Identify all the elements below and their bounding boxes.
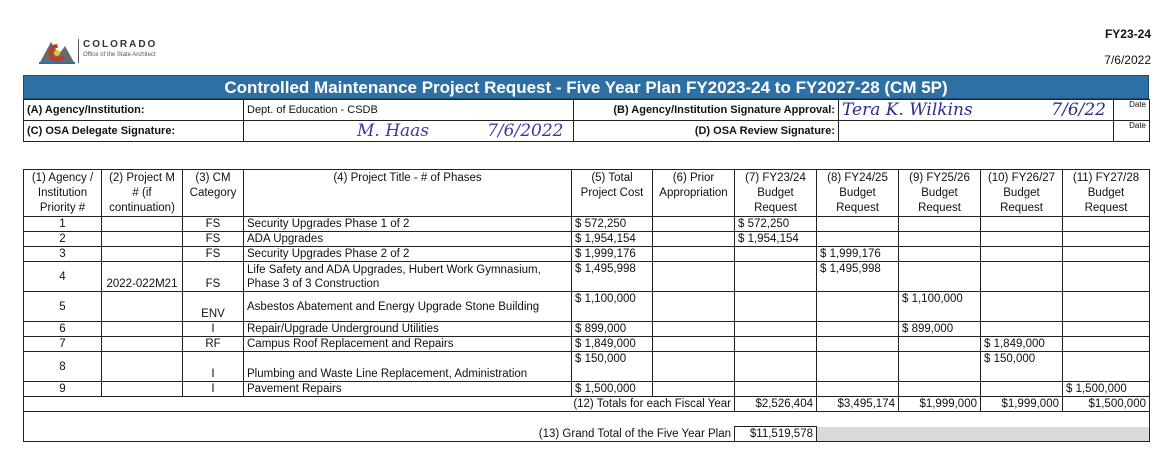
cell-prior-appropriation <box>653 352 735 382</box>
col-header-total: (5) Total Project Cost <box>572 170 653 217</box>
cell-fy2-request <box>817 217 899 232</box>
cell-title: Plumbing and Waste Line Replacement, Administration <box>244 352 572 382</box>
table-row <box>24 262 1150 292</box>
cell-prior-appropriation <box>653 337 735 352</box>
cell-fy2-request <box>817 352 899 382</box>
cell-category: FS <box>183 262 244 292</box>
cell-total-cost: $ 899,000 <box>572 322 653 337</box>
cell-fy3-request <box>899 217 981 232</box>
cell-fy2-request <box>817 382 899 397</box>
cell-fy4-request <box>981 292 1063 322</box>
table-row <box>24 382 1150 397</box>
cell-fy5-request <box>1063 217 1150 232</box>
cell-priority: 7 <box>24 337 102 352</box>
cell-category: FS <box>183 247 244 262</box>
table-row <box>24 352 1150 382</box>
grand-total-row <box>24 427 1150 442</box>
cell-fy1-request <box>735 382 817 397</box>
cell-fy4-request <box>981 322 1063 337</box>
cell-fy5-request <box>1063 232 1150 247</box>
date-caption-d: Date <box>1114 121 1150 142</box>
col-header-fy1: (7) FY23/24 Budget Request <box>735 170 817 217</box>
cell-category: FS <box>183 232 244 247</box>
col-header-fy2: (8) FY24/25 Budget Request <box>817 170 899 217</box>
cell-priority: 3 <box>24 247 102 262</box>
project-table <box>23 169 1150 442</box>
cell-total-cost: $ 1,849,000 <box>572 337 653 352</box>
sig-approval-field[interactable] <box>839 100 1114 121</box>
cell-fy2-request <box>817 232 899 247</box>
cell-fy1-request <box>735 262 817 292</box>
date-caption-b: Date <box>1114 100 1150 121</box>
cell-fy4-request <box>981 262 1063 292</box>
table-row <box>24 322 1150 337</box>
cell-fy4-request: $ 150,000 <box>981 352 1063 382</box>
fiscal-year-code: FY23-24 <box>1104 27 1151 41</box>
col-header-mnum: (2) Project M # (if continuation) <box>102 170 183 217</box>
cell-category: I <box>183 322 244 337</box>
cell-fy2-request <box>817 292 899 322</box>
cell-title: Life Safety and ADA Upgrades, Hubert Work Gymnasium, Phase 3 of 3 Construction <box>244 262 572 292</box>
osa-row <box>24 121 1150 142</box>
cell-title: Campus Roof Replacement and Repairs <box>244 337 572 352</box>
cell-fy3-request <box>899 352 981 382</box>
cell-fy3-request: $ 1,100,000 <box>899 292 981 322</box>
cell-fy1-request <box>735 322 817 337</box>
cell-fy5-request <box>1063 247 1150 262</box>
cell-fy3-request <box>899 247 981 262</box>
agency-label: (A) Agency/Institution: <box>24 100 244 121</box>
table-row <box>24 232 1150 247</box>
cell-fy1-request <box>735 337 817 352</box>
table-header-row <box>24 170 1150 217</box>
cell-priority: 1 <box>24 217 102 232</box>
cell-fy2-request <box>817 322 899 337</box>
total-fy2: $3,495,174 <box>817 397 899 412</box>
cell-total-cost: $ 1,100,000 <box>572 292 653 322</box>
cell-category: I <box>183 352 244 382</box>
colorado-logo-icon <box>37 36 77 66</box>
cell-mnum <box>102 382 183 397</box>
cell-fy3-request: $ 899,000 <box>899 322 981 337</box>
cell-fy5-request: $ 1,500,000 <box>1063 382 1150 397</box>
cell-prior-appropriation <box>653 217 735 232</box>
cell-total-cost: $ 572,250 <box>572 217 653 232</box>
cell-total-cost: $ 1,954,154 <box>572 232 653 247</box>
cell-priority: 9 <box>24 382 102 397</box>
table-row <box>24 247 1150 262</box>
cell-mnum <box>102 217 183 232</box>
cell-title: Pavement Repairs <box>244 382 572 397</box>
colorado-osa-logo <box>37 36 187 68</box>
cell-fy3-request <box>899 382 981 397</box>
logo-org-sub: Office of the State Architect <box>83 52 156 58</box>
table-row <box>24 292 1150 322</box>
total-fy1: $2,526,404 <box>735 397 817 412</box>
cell-priority: 6 <box>24 322 102 337</box>
cell-prior-appropriation <box>653 262 735 292</box>
cell-fy2-request: $ 1,495,998 <box>817 262 899 292</box>
cell-priority: 8 <box>24 352 102 382</box>
col-header-priority: (1) Agency / Institution Priority # <box>24 170 102 217</box>
cell-fy2-request: $ 1,999,176 <box>817 247 899 262</box>
cell-prior-appropriation <box>653 232 735 247</box>
cell-priority: 4 <box>24 262 102 292</box>
cell-prior-appropriation <box>653 382 735 397</box>
cell-category: I <box>183 382 244 397</box>
osa-delegate-date: 7/6/2022 <box>487 121 564 141</box>
cell-title: Asbestos Abatement and Energy Upgrade Stone Building <box>244 292 572 322</box>
cell-title: ADA Upgrades <box>244 232 572 247</box>
cell-fy2-request <box>817 337 899 352</box>
cell-fy4-request <box>981 247 1063 262</box>
logo-org-name: COLORADO <box>83 39 158 50</box>
cell-title: Security Upgrades Phase 2 of 2 <box>244 247 572 262</box>
cell-mnum <box>102 232 183 247</box>
cell-prior-appropriation <box>653 247 735 262</box>
cell-mnum <box>102 352 183 382</box>
cell-title: Security Upgrades Phase 1 of 2 <box>244 217 572 232</box>
totals-row <box>24 397 1150 412</box>
cell-total-cost: $ 150,000 <box>572 352 653 382</box>
cell-mnum <box>102 247 183 262</box>
cell-priority: 2 <box>24 232 102 247</box>
page-title: Controlled Maintenance Project Request - Five Year Plan FY2023-24 to FY2027-28 (CM 5P) <box>23 75 1149 99</box>
cell-fy1-request: $ 1,954,154 <box>735 232 817 247</box>
col-header-category: (3) CM Category <box>183 170 244 217</box>
osa-review-field[interactable] <box>839 121 1114 142</box>
cell-category: RF <box>183 337 244 352</box>
spacer-cell <box>24 412 1150 427</box>
col-header-fy3: (9) FY25/26 Budget Request <box>899 170 981 217</box>
document-date: 7/6/2022 <box>1104 53 1151 67</box>
cell-prior-appropriation <box>653 322 735 337</box>
total-fy3: $1,999,000 <box>899 397 981 412</box>
sig-approval-signature: Tera K. Wilkins <box>842 100 973 120</box>
cell-fy1-request <box>735 352 817 382</box>
col-header-fy5: (11) FY27/28 Budget Request <box>1063 170 1150 217</box>
cell-mnum <box>102 337 183 352</box>
osa-delegate-label: (C) OSA Delegate Signature: <box>24 121 244 142</box>
cell-title: Repair/Upgrade Underground Utilities <box>244 322 572 337</box>
cell-fy5-request <box>1063 292 1150 322</box>
cell-total-cost: $ 1,999,176 <box>572 247 653 262</box>
total-fy4: $1,999,000 <box>981 397 1063 412</box>
cell-fy4-request: $ 1,849,000 <box>981 337 1063 352</box>
table-row <box>24 217 1150 232</box>
cell-fy5-request <box>1063 337 1150 352</box>
cell-category: ENV <box>183 292 244 322</box>
spacer-row <box>24 412 1150 427</box>
cell-category: FS <box>183 217 244 232</box>
osa-delegate-field[interactable] <box>244 121 574 142</box>
cell-fy1-request <box>735 292 817 322</box>
grand-total-filler <box>817 427 1150 442</box>
col-header-fy4: (10) FY26/27 Budget Request <box>981 170 1063 217</box>
cell-fy3-request <box>899 337 981 352</box>
totals-label: (12) Totals for each Fiscal Year <box>24 397 735 412</box>
osa-delegate-signature: M. Haas <box>357 121 430 141</box>
logo-divider <box>78 39 79 63</box>
sig-approval-date: 7/6/22 <box>1051 100 1106 120</box>
cell-fy3-request <box>899 262 981 292</box>
cell-mnum <box>102 292 183 322</box>
cell-mnum <box>102 322 183 337</box>
cell-fy4-request <box>981 232 1063 247</box>
cell-fy5-request <box>1063 262 1150 292</box>
sig-approval-label: (B) Agency/Institution Signature Approval: <box>574 100 839 121</box>
cell-fy3-request <box>899 232 981 247</box>
grand-total-value: $11,519,578 <box>735 427 817 442</box>
cell-fy4-request <box>981 217 1063 232</box>
cell-mnum: 2022-022M21 <box>102 262 183 292</box>
cell-fy1-request <box>735 247 817 262</box>
cell-total-cost: $ 1,500,000 <box>572 382 653 397</box>
cell-fy5-request <box>1063 352 1150 382</box>
cell-fy1-request: $ 572,250 <box>735 217 817 232</box>
agency-row <box>24 100 1150 121</box>
col-header-title: (4) Project Title - # of Phases <box>244 170 572 217</box>
osa-review-label: (D) OSA Review Signature: <box>574 121 839 142</box>
cell-priority: 5 <box>24 292 102 322</box>
cell-fy5-request <box>1063 322 1150 337</box>
agency-value[interactable]: Dept. of Education - CSDB <box>244 100 574 121</box>
cell-prior-appropriation <box>653 292 735 322</box>
table-row <box>24 337 1150 352</box>
signature-table <box>23 99 1150 142</box>
cell-fy4-request <box>981 382 1063 397</box>
total-fy5: $1,500,000 <box>1063 397 1150 412</box>
cell-total-cost: $ 1,495,998 <box>572 262 653 292</box>
grand-total-label: (13) Grand Total of the Five Year Plan <box>24 427 735 442</box>
col-header-prior: (6) Prior Appropriation <box>653 170 735 217</box>
